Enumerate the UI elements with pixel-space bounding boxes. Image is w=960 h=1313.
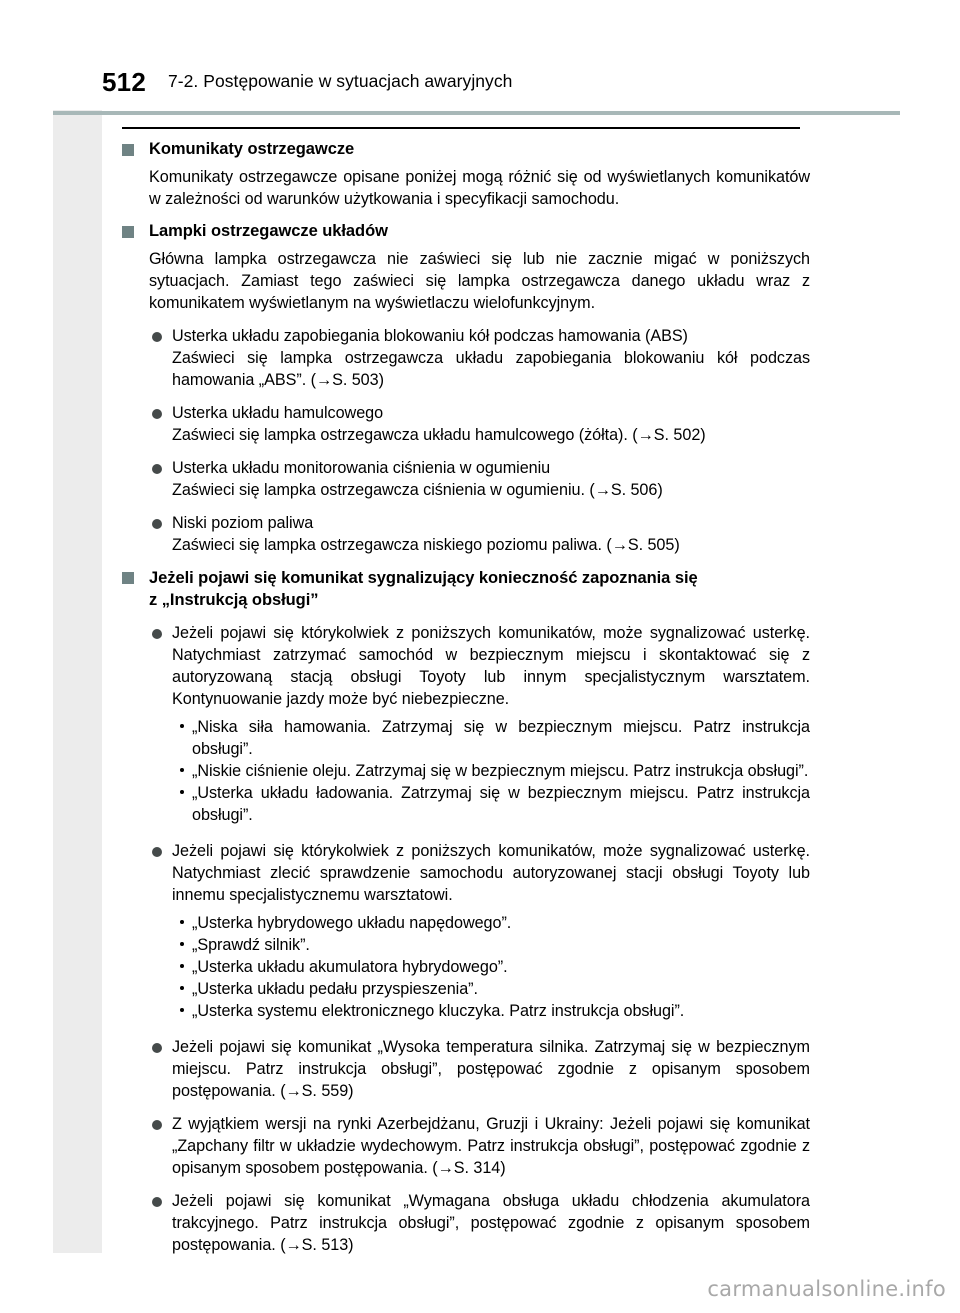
section-komunikaty-ostrzegawcze (122, 139, 810, 160)
round-bullet-icon (152, 847, 162, 857)
round-bullet-icon (152, 409, 162, 419)
sub-list-item (179, 1000, 810, 1022)
spacer (122, 391, 810, 402)
sub-list-item (179, 760, 810, 782)
list-item-body: Jeżeli pojawi się komunikat „Wymagana obsługa układu chłodzenia akumulatora trakcyjnego. Patrz instrukcja obsługi”, postępować zgodnie z opisanym sposobem postępowania. (→S. 513) (172, 1192, 810, 1254)
section-heading: Lampki ostrzegawcze układów (149, 222, 388, 240)
list-item (152, 1036, 810, 1102)
section-lampki-ostrzegawcze-ukladow (122, 221, 810, 242)
round-bullet-icon (152, 629, 162, 639)
section-heading: Komunikaty ostrzegawcze (149, 140, 355, 158)
list-item-body: Jeżeli pojawi się którykolwiek z poniższych komunikatów, może sygnalizować usterkę. Natychmiast zlecić sprawdzenie samochodu autoryzowanej stacji obsługi Toyoty lub innemu specjalistycznemu warsztatowi. (172, 842, 810, 904)
round-bullet-icon (152, 1120, 162, 1130)
sub-list-item (179, 978, 810, 1000)
sub-list-item (179, 956, 810, 978)
section-komunikat-instrukcja-obslugi (122, 567, 810, 611)
spacer (122, 826, 810, 840)
square-bullet-icon (122, 572, 134, 584)
list-item-body: Jeżeli pojawi się komunikat „Wysoka temperatura silnika. Zatrzymaj się w bezpiecznym miejscu. Patrz instrukcja obsługi”, postępować zgodnie z opisanym sposobem postępowania. (→S. 559) (172, 1038, 810, 1100)
sub-list-item-text: „Niskie ciśnienie oleju. Zatrzymaj się w bezpiecznym miejscu. Patrz instrukcja obsługi”. (192, 762, 809, 780)
page-title: 7-2. Postępowanie w sytuacjach awaryjnych (167, 70, 513, 91)
spacer (122, 611, 810, 622)
content-top-rule (122, 127, 800, 129)
sub-list-item-text: „Sprawdź silnik”. (192, 936, 310, 954)
list-item (152, 1190, 810, 1256)
page-side-band (53, 53, 102, 1253)
list-item (152, 512, 810, 556)
list-item-body: Jeżeli pojawi się którykolwiek z poniższych komunikatów, może sygnalizować usterkę. Natychmiast zatrzymać samochód w bezpiecznym miejscu i skontaktować się z autoryzowaną stacją obsługi Toyoty lub innym specjalistycznym warsztatem. Kontynuowanie jazdy może być niebezpieczne. (172, 624, 810, 708)
spacer (122, 556, 810, 567)
sub-list-item-text: „Usterka hybrydowego układu napędowego”. (192, 914, 512, 932)
list-item-heading: Usterka układu zapobiegania blokowaniu kół podczas hamowania (ABS) (172, 327, 688, 345)
list-item (152, 325, 810, 391)
spacer (122, 446, 810, 457)
sub-list-item (179, 912, 810, 934)
round-bullet-icon (152, 1043, 162, 1053)
small-bullet-icon (180, 790, 184, 794)
section-paragraph: Główna lampka ostrzegawcza nie zaświeci się lub nie zacznie migać w poniższych sytuacjach. Zamiast tego zaświeci się lampka ostrzegawcza danego układu wraz z komunikatem wyświetlanym na wyświetlaczu wielofunkcyjnym. (149, 250, 810, 312)
site-watermark: carmanualsonline.info (707, 1277, 946, 1301)
list-item-body: Zaświeci się lampka ostrzegawcza układu zapobiegania blokowaniu kół podczas hamowania „ABS”. (→S. 503) (172, 349, 810, 389)
small-bullet-icon (180, 986, 184, 990)
sub-list-item (179, 716, 810, 760)
small-bullet-icon (180, 724, 184, 728)
header-divider-rule (53, 111, 900, 115)
small-bullet-icon (180, 942, 184, 946)
spacer (122, 1022, 810, 1036)
list-item-body: Zaświeci się lampka ostrzegawcza ciśnienia w ogumieniu. (→S. 506) (172, 481, 663, 499)
list-item-body: Zaświeci się lampka ostrzegawcza niskiego poziomu paliwa. (→S. 505) (172, 536, 680, 554)
list-item (152, 1113, 810, 1179)
square-bullet-icon (122, 144, 134, 156)
sub-list-item-text: „Usterka systemu elektronicznego kluczyka. Patrz instrukcja obsługi”. (192, 1002, 685, 1020)
section-paragraph: Komunikaty ostrzegawcze opisane poniżej mogą różnić się od wyświetlanych komunikatów w zależności od warunków użytkowania i specyfikacji samochodu. (149, 168, 810, 208)
square-bullet-icon (122, 226, 134, 238)
small-bullet-icon (180, 1008, 184, 1012)
list-item (152, 402, 810, 446)
list-item (152, 457, 810, 501)
round-bullet-icon (152, 1197, 162, 1207)
page-header-inner (102, 53, 512, 110)
sub-list-item-text: „Niska siła hamowania. Zatrzymaj się w bezpiecznym miejscu. Patrz instrukcja obsługi”. (192, 718, 810, 758)
sub-list-item-text: „Usterka układu akumulatora hybrydowego”. (192, 958, 508, 976)
list-item-body: Zaświeci się lampka ostrzegawcza układu hamulcowego (żółta). (→S. 502) (172, 426, 706, 444)
list-item (152, 622, 810, 710)
sub-list-item (179, 934, 810, 956)
spacer (122, 314, 810, 325)
small-bullet-icon (180, 768, 184, 772)
small-bullet-icon (180, 920, 184, 924)
sub-list-item (179, 782, 810, 826)
small-bullet-icon (180, 964, 184, 968)
spacer (122, 1102, 810, 1113)
page-content (122, 139, 810, 1256)
spacer (122, 501, 810, 512)
round-bullet-icon (152, 332, 162, 342)
spacer (122, 1179, 810, 1190)
list-item (152, 840, 810, 906)
round-bullet-icon (152, 519, 162, 529)
list-item-heading: Usterka układu hamulcowego (172, 404, 384, 422)
section-heading-line2: z „Instrukcją obsługi” (149, 591, 319, 609)
list-item-body: Z wyjątkiem wersji na rynki Azerbejdżanu, Gruzji i Ukrainy: Jeżeli pojawi się komunikat „Zapchany filtr w układzie wydechowym. Patrz instrukcja obsługi”, postępować zgodnie z opisanym sposobem postępowania. (→S. 314) (172, 1115, 810, 1177)
list-item-heading: Usterka układu monitorowania ciśnienia w ogumieniu (172, 459, 551, 477)
round-bullet-icon (152, 464, 162, 474)
page-header (0, 53, 960, 110)
sub-list-item-text: „Usterka układu ładowania. Zatrzymaj się w bezpiecznym miejscu. Patrz instrukcja obsługi”. (192, 784, 810, 824)
list-item-heading: Niski poziom paliwa (172, 514, 314, 532)
section-heading-line1: Jeżeli pojawi się komunikat sygnalizujący konieczność zapoznania się (149, 569, 698, 587)
sub-list-item-text: „Usterka układu pedału przyspieszenia”. (192, 980, 478, 998)
page-number: 512 (102, 66, 146, 97)
spacer (122, 210, 810, 221)
